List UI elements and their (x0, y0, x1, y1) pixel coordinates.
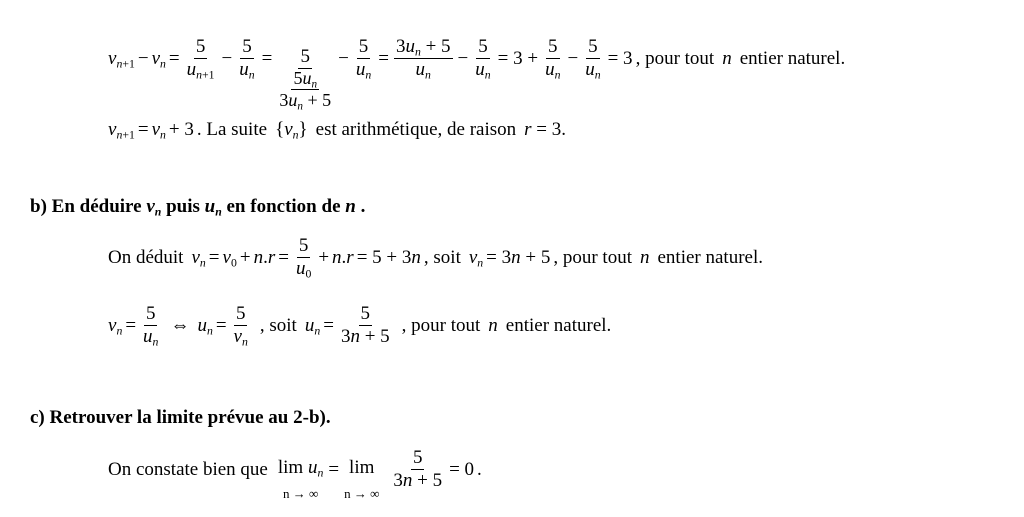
line2-mid2: est arithmétique, de raison (315, 119, 517, 140)
line1-end: entier naturel. (739, 48, 846, 69)
arithmetic-statement: $v_{n+1}$ = $v_n$ + 3 . La suite $\{v_n\}$ est arithmétique, de raison r = 3 . (108, 119, 567, 142)
heading-b: b) En déduire $v_n$ puis $u_n$ en fonction de n . (30, 196, 366, 219)
line2-mid: . La suite (196, 119, 268, 140)
un-formula: $v_n$ = $\frac{5}{u_n}$ ⇔ $u_n$ = $\frac{5}{v_n}$ , soit $u_n$ = $\frac{5}{3n + 5}$ , pour tout n entier naturel. (108, 303, 612, 349)
vn-formula: On déduit $v_n$ = $v_0$ + n.r = $\frac{5}{u_0}$ + n.r = 5 + 3n , soit $v_n$ = 3n + 5 , pour tout n entier naturel. (108, 235, 764, 281)
line1-tail: , pour tout (635, 48, 715, 69)
equation-difference: $v_{n+1}$ − $v_n$ = $\frac{5}{u_{n+1}}$ − $\frac{5}{u_n}$ = $\frac{5}{\frac{5u_n}{3u_n + 5}}$ − $\frac{5}{u_n}$ = $\frac{3u_n + 5}{u_n}$ − $\frac{5}{u_n}$ = 3 + $\frac{5}{u_n}$ − $\frac{5}{u_n}$ = 3 , pour tout n entier naturel. (108, 36, 846, 113)
heading-c: c) Retrouver la limite prévue au 2-b). (30, 407, 331, 428)
limit-statement: On constate bien que $\lim u_n$ n → ∞ = lim n → ∞ $\frac{5}{3n + 5}$ = 0 . (108, 447, 482, 501)
line3-start: On déduit (108, 247, 184, 268)
